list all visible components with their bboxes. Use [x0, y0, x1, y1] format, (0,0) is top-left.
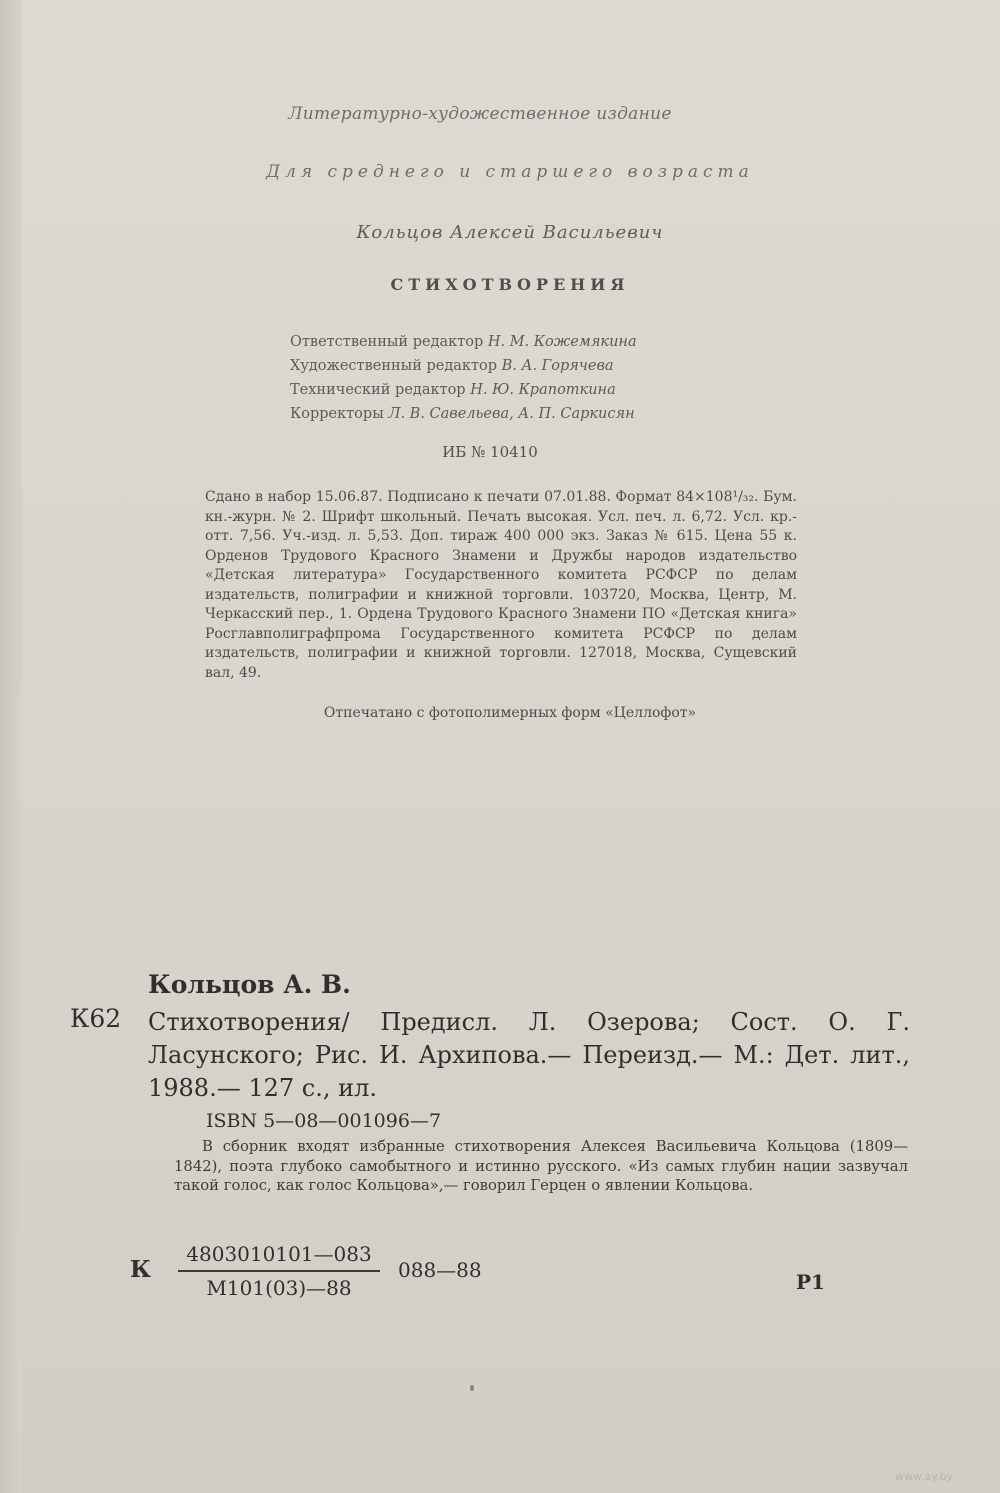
- author-full-name: Кольцов Алексей Васильевич: [356, 222, 664, 243]
- publication-type: Литературно-художественное издание: [288, 104, 672, 124]
- card-author: Кольцов А. В.: [148, 970, 351, 999]
- staff-list: [290, 330, 730, 426]
- staff-name: В. А. Горячева: [501, 358, 614, 374]
- staff-name: Н. М. Кожемякина: [487, 334, 637, 350]
- staff-role: Художественный редактор: [290, 358, 497, 374]
- index-year-code: 088—88: [398, 1258, 482, 1282]
- index-fraction: [178, 1240, 380, 1300]
- staff-name: Н. Ю. Крапоткина: [470, 382, 616, 398]
- printed-note: Отпечатано с фотополимерных форм «Целлофот»: [323, 705, 697, 721]
- staff-line: [290, 354, 730, 378]
- index-numerator: 4803010101—083: [186, 1242, 372, 1266]
- imprint-text: Сдано в набор 15.06.87. Подписано к печати 07.01.88. Формат 84×108¹/₃₂. Бум. кн.-журн. № 2. Шрифт школьный. Печать высокая. Усл. печ. л. 6,72. Усл. кр.-отт. 7,56. Уч.-изд. л. 5,53. Доп. тираж 400 000 экз. Заказ № 615. Цена 55 к. Орденов Трудового Красного Знамени и Дружбы народов издательство «Детская литература» Государственного комитета РСФСР по делам издательств, полиграфии и книжной торговли. 103720, Москва, Центр, М. Черкасский пер., 1. Ордена Трудового Красного Знамени ПО «Детская книга» Росглавполиграфпрома Государственного комитета РСФСР по делам издательств, полиграфии и книжной торговли. 127018, Москва, Сущевский вал, 49.: [205, 489, 802, 681]
- index-letter: К: [130, 1256, 151, 1283]
- publisher-index: [130, 1240, 860, 1310]
- page-edge-shadow: [0, 0, 22, 1493]
- staff-line: [290, 330, 730, 354]
- age-group: Для среднего и старшего возраста: [266, 162, 754, 182]
- staff-role: Технический редактор: [290, 382, 466, 398]
- staff-line: [290, 402, 730, 426]
- staff-line: [290, 378, 730, 402]
- staff-role: Ответственный редактор: [290, 334, 484, 350]
- work-title: СТИХОТВОРЕНИЯ: [390, 275, 630, 294]
- staff-role: Корректоры: [290, 406, 384, 422]
- annotation-text: В сборник входят избранные стихотворения Алексея Васильевича Кольцова (1809—1842), поэта глубоко самобытного и истинно русского. «Из самых глубин нации зазвучал такой голос, как голос Кольцова»,— говорил Герцен о явлении Кольцова.: [174, 1138, 913, 1194]
- bbk-code: Р1: [796, 1270, 825, 1294]
- index-denominator: М101(03)—88: [206, 1276, 352, 1300]
- card-isbn: ISBN 5—08—001096—7: [206, 1110, 442, 1132]
- ib-number: ИБ № 10410: [442, 443, 538, 461]
- staff-name: Л. В. Савельева, А. П. Саркисян: [388, 406, 635, 422]
- card-description: Стихотворения/ Предисл. Л. Озерова; Сост. О. Г. Ласунского; Рис. И. Архипова.— Переизд.— М.: Дет. лит., 1988.— 127 с., ил.: [148, 1008, 918, 1102]
- card-code: К62: [70, 1004, 122, 1033]
- paper-speck: [470, 1385, 474, 1391]
- fraction-rule: [178, 1270, 380, 1272]
- site-watermark: www.ay.by: [895, 1470, 954, 1483]
